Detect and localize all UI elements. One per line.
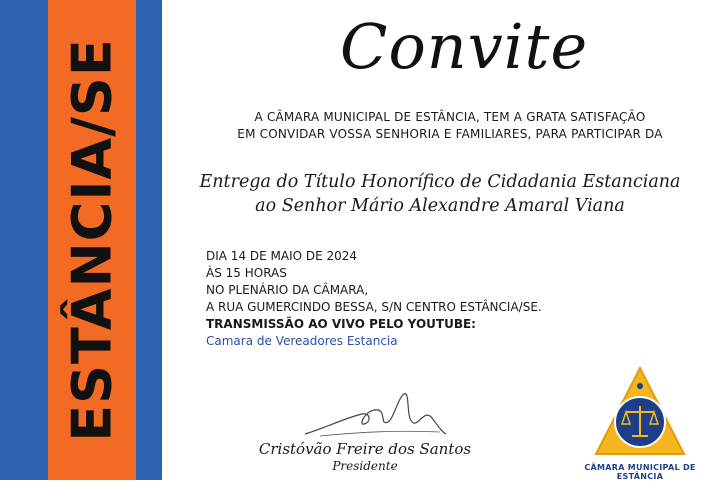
invitation-title: Convite [340, 10, 589, 83]
event-address: A RUA GUMERCINDO BESSA, S/N CENTRO ESTÂNCIA/SE. [206, 300, 542, 314]
signer-name: Cristóvão Freire dos Santos [258, 440, 472, 458]
emblem-label: CÂMARA MUNICIPAL DE ESTÂNCIA [584, 463, 696, 481]
stream-label: TRANSMISSÃO AO VIVO PELO YOUTUBE: [206, 317, 476, 331]
vertical-city-label: ESTÂNCIA/SE [60, 38, 124, 442]
honor-line-1: Entrega do Título Honorífico de Cidadania Estanciana [199, 172, 681, 192]
event-details [206, 248, 542, 350]
signer-role: Presidente [332, 459, 398, 473]
intro-line-1: A CÂMARA MUNICIPAL DE ESTÂNCIA, TEM A GRATA SATISFAÇÃO [254, 110, 646, 124]
honor-line-2: ao Senhor Mário Alexandre Amaral Viana [255, 196, 625, 216]
left-blue-band [0, 0, 48, 480]
right-blue-band [136, 0, 162, 480]
chamber-emblem-icon [594, 366, 686, 458]
event-date: DIA 14 DE MAIO DE 2024 [206, 249, 358, 263]
signature-scrawl [300, 388, 450, 444]
event-place: NO PLENÁRIO DA CÂMARA, [206, 283, 369, 297]
intro-line-2: EM CONVIDAR VOSSA SENHORIA E FAMILIARES, PARA PARTICIPAR DA [237, 127, 663, 141]
youtube-channel-link[interactable]: Camara de Vereadores Estancia [206, 334, 398, 348]
event-time: ÀS 15 HORAS [206, 266, 287, 280]
